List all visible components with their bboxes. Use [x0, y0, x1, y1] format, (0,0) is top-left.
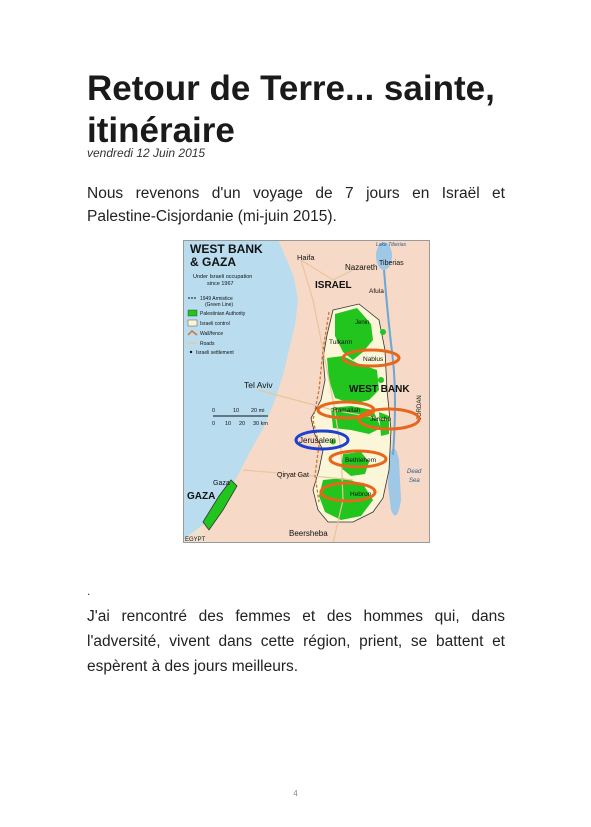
label-dead-sea-2: Sea [409, 478, 420, 484]
label-dead-sea-1: Dead [407, 469, 422, 475]
scale-km-20: 20 [239, 421, 246, 427]
label-haifa: Haifa [297, 253, 315, 262]
label-nablus: Nablus [363, 356, 384, 363]
label-west-bank: WEST BANK [349, 384, 410, 395]
label-hebron: Hebron [350, 491, 372, 498]
label-jerusalem: Jerusalem [299, 436, 336, 445]
map-image [183, 240, 430, 543]
pa-speck [380, 329, 386, 335]
label-afula: Afula [369, 288, 384, 295]
legend-pa-label: Palestinian Authority [200, 311, 246, 317]
map-subtitle-line1: Under Israeli occupation [193, 274, 253, 280]
label-nazareth: Nazareth [345, 263, 378, 272]
legend-armistice-sub: (Green Line) [205, 302, 234, 308]
label-tiberias: Tiberias [379, 260, 404, 267]
legend-wall-label: Wall/fence [200, 331, 224, 337]
label-israel: ISRAEL [315, 280, 352, 291]
label-egypt: EGYPT [185, 537, 206, 543]
scale-mi-20: 20 mi [251, 408, 265, 414]
label-tulkarm: Tulkarm [329, 339, 353, 346]
label-qiryat-gat: Qiryat Gat [277, 472, 309, 479]
legend-settlement-symbol [190, 351, 192, 353]
legend-settlement-label: Israeli settlement [196, 350, 234, 356]
separator-dot: . [87, 584, 91, 598]
scale-km-10: 10 [225, 421, 232, 427]
intro-paragraph: Nous revenons d'un voyage de 7 jours en Israël et Palestine-Cisjordanie (mi-juin 2015). [87, 185, 505, 225]
label-jenin: Jenin [355, 320, 370, 326]
label-ramallah: Ramallah [333, 407, 361, 414]
label-tel-aviv: Tel Aviv [244, 380, 273, 390]
scale-mi-10: 10 [233, 408, 240, 414]
label-gaza-region: GAZA [187, 491, 216, 502]
pa-speck [378, 377, 384, 383]
body-paragraph: J'ai rencontré des femmes et des hommes qui, dans l'adversité, vivent dans cette région, prient, se battent et espèrent à des jours meilleurs. [87, 608, 505, 675]
legend-israeli-control-label: Israeli control [200, 321, 230, 327]
map-title-line2: & GAZA [190, 255, 236, 269]
legend-armistice-label: 1949 Armistice [200, 296, 233, 302]
scale-km-0: 0 [212, 421, 216, 427]
label-gaza-city: Gaza [213, 480, 230, 487]
legend-israeli-control-swatch [188, 320, 197, 326]
label-beersheba: Beersheba [289, 529, 328, 538]
map-subtitle-line2: since 1967 [207, 281, 234, 287]
scale-km-30: 30 km [253, 421, 268, 427]
label-jordan: JORDAN [417, 395, 423, 420]
label-lake-tiberias: Lake Tiberias [376, 242, 406, 248]
legend-pa-swatch [188, 310, 197, 316]
label-bethlehem: Bethlehem [345, 457, 377, 464]
label-jericho: Jericho [370, 416, 391, 423]
scale-mi-0: 0 [212, 408, 216, 414]
map-title-line1: WEST BANK [190, 242, 263, 256]
page-number: 4 [293, 789, 298, 798]
article-title: Retour de Terre... sainte, itinéraire [87, 69, 495, 150]
legend-roads-label: Roads [200, 341, 215, 347]
article-date: vendredi 12 Juin 2015 [87, 146, 206, 160]
map-svg [183, 240, 430, 543]
